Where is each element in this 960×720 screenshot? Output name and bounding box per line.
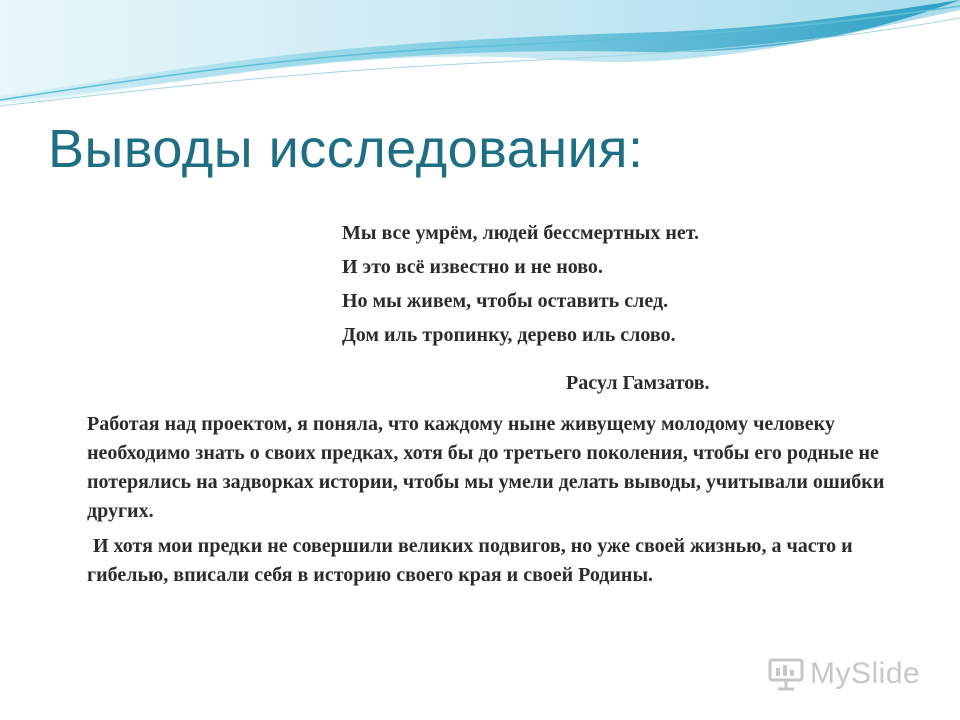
slide-title: Выводы исследования: [48,119,644,179]
presentation-board-icon [766,656,806,692]
poem [342,220,862,356]
paragraph: И хотя мои предки не совершили великих подвигов, но уже своей жизнью, а часто и гибелью, вписали себя в историю своего края и своей Родины. [87,535,853,586]
poem-line: Мы все умрём, людей бессмертных нет. [342,222,700,244]
poem-author: Расул Гамзатов. [566,372,710,394]
poem-line: Дом иль тропинку, дерево иль слово. [342,324,676,346]
header-wave-decoration [0,0,960,120]
paragraph: Работая над проектом, я поняла, что каждому ныне живущему молодому человеку необходимо знать о своих предках, хотя бы до третьего поколения, чтобы его родные не потерялись на задворках истории, чтобы мы умели делать выводы, учитывали ошибки других. [87,413,885,522]
poem-line: Но мы живем, чтобы оставить след. [342,290,669,312]
watermark [766,654,920,694]
conclusion-text [87,410,892,596]
poem-line: И это всё известно и не ново. [342,256,603,278]
watermark-text: MySlide [810,657,921,690]
